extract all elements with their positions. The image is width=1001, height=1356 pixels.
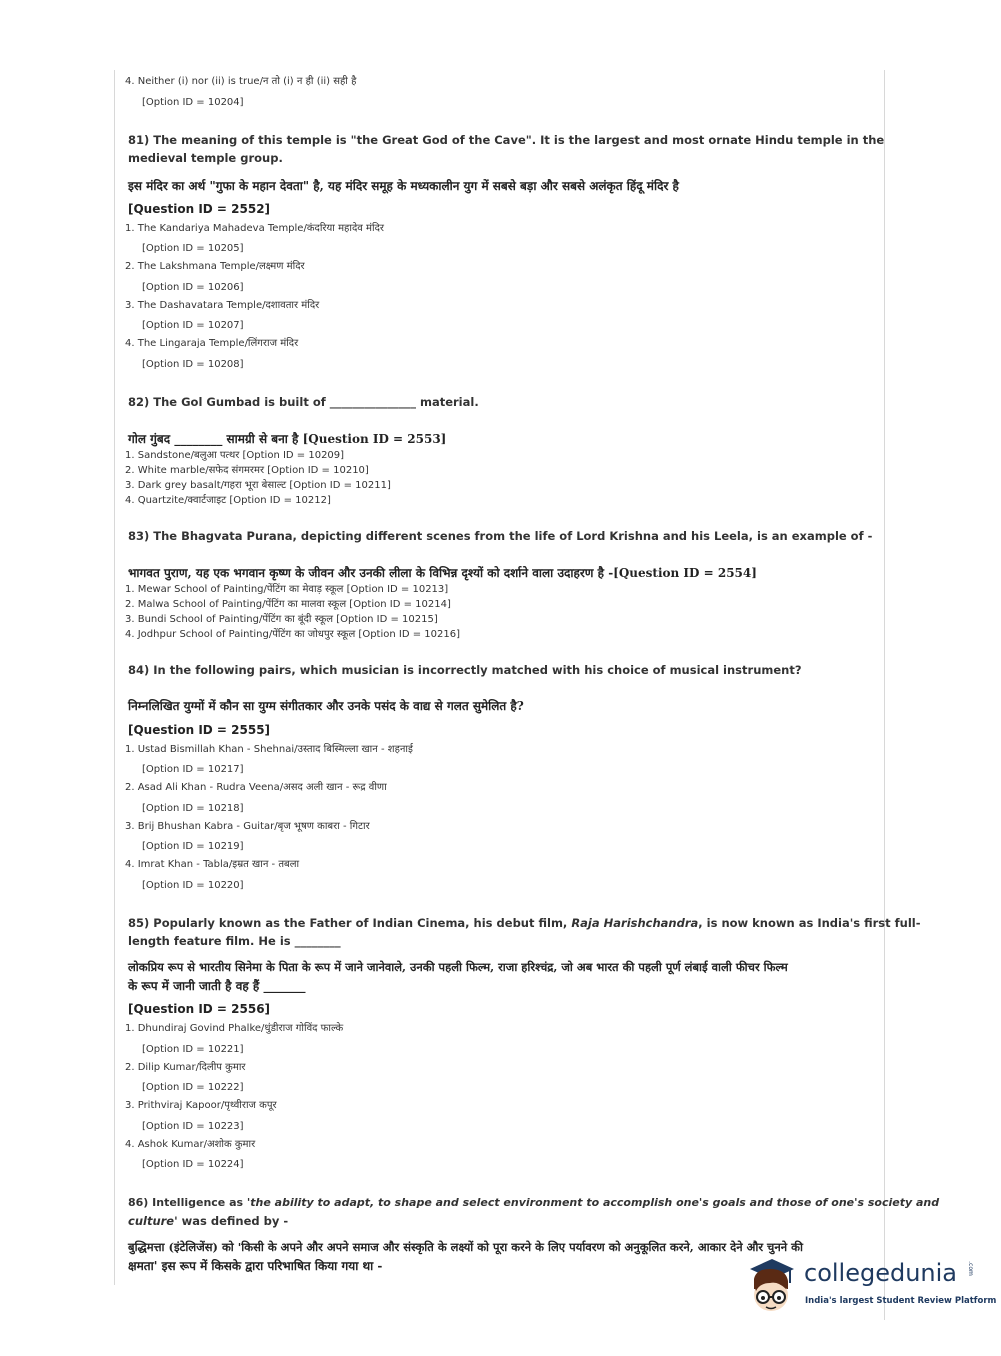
option-id: [Option ID = 10219] xyxy=(142,841,244,852)
question-85-hindi-cont: के रूप में जानी जाती है वह हैं _______ xyxy=(128,979,306,993)
question-82-text: 82) The Gol Gumbad is built of _______________ material. xyxy=(128,395,479,409)
question-85-hindi: लोकप्रिय रूप से भारतीय सिनेमा के पिता के रूप में जाने जानेवाले, उनकी पहली फिल्म, राजा हरिश्चंद्र, जो अब भारत की पहली पूर्ण लंबाई वाली फीचर फिल्म xyxy=(128,960,788,974)
option-id: [Option ID = 10206] xyxy=(142,282,244,293)
option-id: [Option ID = 10217] xyxy=(142,764,244,775)
question-86-hindi-cont: क्षमता' इस रूप में किसके द्वारा परिभाषित किया गया था - xyxy=(128,1259,383,1273)
option-id: [Option ID = 10222] xyxy=(142,1082,244,1093)
question-86-text: 86) Intelligence as 'the ability to adapt, to shape and select environment to accomplish one's goals and those of one's society and xyxy=(128,1196,940,1209)
option-item: 3. Bundi School of Painting/पेंटिंग का बूंदी स्कूल [Option ID = 10215] xyxy=(125,614,438,625)
option-item: 4. Jodhpur School of Painting/पेंटिंग का जोधपुर स्कूल [Option ID = 10216] xyxy=(125,629,460,640)
option-id: [Option ID = 10204] xyxy=(142,97,244,108)
collegedunia-logo[interactable] xyxy=(742,1255,997,1317)
student-mascot-icon xyxy=(742,1255,804,1317)
question-85-text: 85) Popularly known as the Father of Indian Cinema, his debut film, Raja Harishchandra, is now known as India's first full- xyxy=(128,916,921,930)
option-item: 2. White marble/सफेद संगमरमर [Option ID = 10210] xyxy=(125,465,369,476)
option-id: [Option ID = 10207] xyxy=(142,320,244,331)
option-item: 3. The Dashavatara Temple/दशावतार मंदिर xyxy=(125,300,320,311)
option-id: [Option ID = 10221] xyxy=(142,1044,244,1055)
page-border-left xyxy=(114,70,115,1285)
option-item: 4. Quartzite/क्वार्टजाइट [Option ID = 10212] xyxy=(125,495,331,506)
option-id: [Option ID = 10208] xyxy=(142,359,244,370)
option-item: 1. Dhundiraj Govind Phalke/धुंडीराज गोविंद फाल्के xyxy=(125,1023,344,1034)
option-item: 2. Asad Ali Khan - Rudra Veena/असद अली खान - रूद्र वीणा xyxy=(125,782,387,793)
question-83-text: 83) The Bhagvata Purana, depicting different scenes from the life of Lord Krishna and his Leela, is an example of - xyxy=(128,529,873,543)
option-item: 1. Ustad Bismillah Khan - Shehnai/उस्ताद बिस्मिल्ला खान - शहनाई xyxy=(125,744,413,755)
option-id: [Option ID = 10220] xyxy=(142,880,244,891)
option-item: 4. Imrat Khan - Tabla/इम्रत खान - तबला xyxy=(125,859,300,870)
option-item: 1. The Kandariya Mahadeva Temple/कंदरिया महादेव मंदिर xyxy=(125,223,384,234)
question-83-hindi: भागवत पुराण, यह एक भगवान कृष्ण के जीवन और उनकी लीला के विभिन्न दृश्यों को दर्शाने वाला उदाहरण है -[Question ID = 2554] xyxy=(128,566,757,580)
option-item: 4. Neither (i) nor (ii) is true/न तो (i) न ही (ii) सही है xyxy=(125,76,357,87)
question-82-hindi: गोल गुंबद ________ सामग्री से बना है [Question ID = 2553] xyxy=(128,432,447,446)
question-86-text-cont: culture' was defined by - xyxy=(128,1214,289,1228)
option-item: 3. Prithviraj Kapoor/पृथ्वीराज कपूर xyxy=(125,1100,277,1111)
option-item: 4. Ashok Kumar/अशोक कुमार xyxy=(125,1139,256,1150)
option-id: [Option ID = 10223] xyxy=(142,1121,244,1132)
option-item: 1. Mewar School of Painting/पेंटिंग का मेवाड़ स्कूल [Option ID = 10213] xyxy=(125,584,449,595)
question-84-hindi: निम्नलिखित युग्मों में कौन सा युग्म संगीतकार और उनके पसंद के वाद्य से गलत सुमेलित है? xyxy=(128,699,524,713)
question-84-id: [Question ID = 2555] xyxy=(128,723,271,737)
brand-tagline: India's largest Student Review Platform xyxy=(805,1296,997,1306)
option-id: [Option ID = 10205] xyxy=(142,243,244,254)
option-item: 1. Sandstone/बलुआ पत्थर [Option ID = 10209] xyxy=(125,450,345,461)
option-item: 2. Dilip Kumar/दिलीप कुमार xyxy=(125,1062,246,1073)
question-84-text: 84) In the following pairs, which musician is incorrectly matched with his choice of musical instrument? xyxy=(128,663,802,677)
question-81-hindi: इस मंदिर का अर्थ "गुफा के महान देवता" है, यह मंदिर समूह के मध्यकालीन युग में सबसे बड़ा और सबसे अलंकृत हिंदू मंदिर है xyxy=(128,179,679,193)
question-85-id: [Question ID = 2556] xyxy=(128,1002,271,1016)
question-81-id: [Question ID = 2552] xyxy=(128,202,271,216)
question-85-text-cont: length feature film. He is ________ xyxy=(128,934,341,948)
brand-suffix: .com xyxy=(966,1261,974,1276)
option-item: 2. The Lakshmana Temple/लक्ष्मण मंदिर xyxy=(125,261,305,272)
page-border-right xyxy=(884,70,885,1320)
brand-name: collegedunia xyxy=(804,1259,958,1287)
option-item: 3. Brij Bhushan Kabra - Guitar/बृज भूषण काबरा - गिटार xyxy=(125,821,370,832)
option-item: 3. Dark grey basalt/गहरा भूरा बेसाल्ट [Option ID = 10211] xyxy=(125,480,391,491)
question-81-text: 81) The meaning of this temple is "the Great God of the Cave". It is the largest and most ornate Hindu temple in the xyxy=(128,133,885,147)
question-86-hindi: बुद्धिमत्ता (इंटेलिजेंस) को 'किसी के अपने और अपने समाज और संस्कृति के लक्ष्यों को पूरा करने के लिए पर्यावरण को अनुकूलित करने, आकार देने और चुनने की xyxy=(128,1240,803,1254)
option-item: 4. The Lingaraja Temple/लिंगराज मंदिर xyxy=(125,338,299,349)
option-item: 2. Malwa School of Painting/पेंटिंग का मालवा स्कूल [Option ID = 10214] xyxy=(125,599,451,610)
option-id: [Option ID = 10218] xyxy=(142,803,244,814)
question-81-text-cont: medieval temple group. xyxy=(128,151,283,165)
option-id: [Option ID = 10224] xyxy=(142,1159,244,1170)
